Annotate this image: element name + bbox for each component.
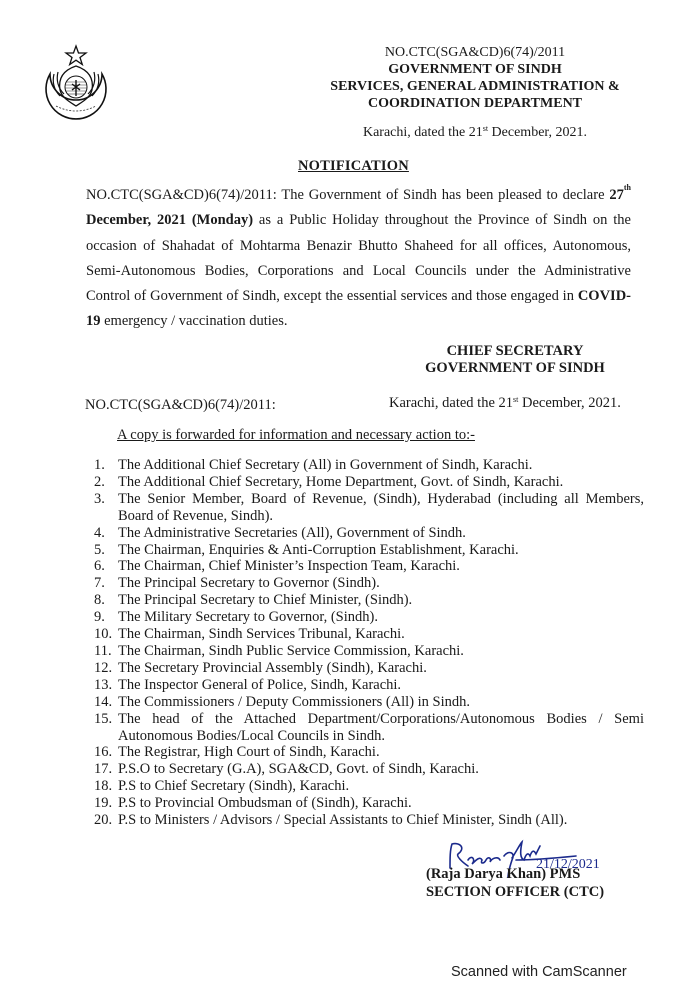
list-item-number: 3.	[94, 490, 105, 507]
list-item	[94, 542, 644, 559]
list-item-text: The Military Secretary to Governor, (Sindh).	[118, 609, 378, 626]
dated-prefix: Karachi, dated the 21	[362, 125, 483, 140]
copy-reference-number: NO.CTC(SGA&CD)6(74)/2011:	[85, 397, 276, 413]
list-item-number: 6.	[94, 558, 105, 575]
svg-text:21/12/2021: 21/12/2021	[536, 857, 600, 872]
notification-title: NOTIFICATION	[298, 158, 409, 174]
list-item-number: 7.	[94, 575, 105, 592]
list-item	[94, 592, 644, 609]
list-item-text: The head of the Attached Department/Corporations/Autonomous Bodies / Semi Autonomous Bodies/Local Councils in Sindh.	[118, 710, 644, 744]
header-department-line2: COORDINATION DEPARTMENT	[367, 96, 583, 111]
header-government: GOVERNMENT OF SINDH	[388, 62, 562, 77]
list-item-number: 11.	[94, 642, 112, 659]
list-item-text: P.S to Chief Secretary (Sindh), Karachi.	[118, 778, 350, 795]
list-item	[94, 474, 644, 491]
holiday-date-rest: December, 2021 (Monday)	[86, 212, 254, 229]
issuer-block	[420, 343, 610, 377]
list-item-number: 4.	[94, 524, 105, 541]
list-item	[94, 812, 644, 829]
signer-name: (Raja Darya Khan) PMS	[426, 866, 581, 882]
letterhead	[300, 44, 650, 141]
list-item	[94, 457, 644, 474]
recipient-list	[94, 457, 644, 829]
list-item	[94, 626, 644, 643]
sindh-government-seal	[36, 44, 116, 124]
list-item-text: The Chairman, Enquiries & Anti-Corruption Establishment, Karachi.	[118, 541, 519, 558]
list-item-number: 14.	[94, 693, 113, 710]
list-item-number: 20.	[94, 812, 113, 829]
camscanner-watermark: Scanned with CamScanner	[451, 964, 627, 980]
list-item-text: The Commissioners / Deputy Commissioners (All) in Sindh.	[118, 693, 471, 710]
issuer-line2: GOVERNMENT OF SINDH	[425, 360, 605, 376]
list-item-number: 12.	[94, 659, 113, 676]
list-item-text: The Chairman, Chief Minister’s Inspection Team, Karachi.	[118, 558, 460, 575]
list-item-text: The Senior Member, Board of Revenue, (Sindh), Hyderabad (including all Members, Board of Revenue, Sindh).	[118, 490, 644, 524]
covid-bold: COVID-19	[86, 288, 631, 330]
list-item-text: The Principal Secretary to Governor (Sindh).	[118, 575, 380, 592]
list-item-number: 15.	[94, 710, 113, 727]
copy-dated-prefix: Karachi, dated the 21	[389, 395, 514, 411]
list-item	[94, 694, 644, 711]
list-item-number: 18.	[94, 778, 113, 795]
dated-suffix: December, 2021.	[488, 125, 588, 140]
list-item	[94, 558, 644, 575]
list-item-number: 10.	[94, 626, 113, 643]
header-department-line1: SERVICES, GENERAL ADMINISTRATION &	[330, 79, 620, 94]
header-reference-number: NO.CTC(SGA&CD)6(74)/2011	[384, 45, 566, 60]
list-item-number: 9.	[94, 609, 105, 626]
list-item	[94, 677, 644, 694]
list-item-number: 13.	[94, 676, 113, 693]
list-item-number: 19.	[94, 795, 113, 812]
list-item-number: 8.	[94, 592, 105, 609]
list-item	[94, 609, 644, 626]
list-item-text: The Chairman, Sindh Public Service Commission, Karachi.	[118, 642, 464, 659]
list-item-text: The Principal Secretary to Chief Minister, (Sindh).	[118, 592, 413, 609]
list-item-text: The Additional Chief Secretary (All) in Government of Sindh, Karachi.	[118, 457, 533, 473]
government-of-sindh-seal-icon	[36, 44, 116, 124]
list-item-text: P.S to Provincial Ombudsman of (Sindh), Karachi.	[118, 795, 412, 812]
body-text-mid: as a Public Holiday throughout the Province of Sindh on the occasion of Shahadat of Mohtarma Benazir Bhutto Shaheed for all offices, Autonomous, Semi-Autonomous Bodies, Corporations and Local Councils under the Administrative Control of Government of Sindh, except the essential services and those engaged in	[86, 212, 631, 305]
list-item-number: 2.	[94, 473, 105, 490]
list-item-text: The Inspector General of Police, Sindh, Karachi.	[118, 676, 402, 693]
body-text-end: emergency / vaccination duties.	[100, 313, 288, 330]
list-item-number: 1.	[94, 457, 105, 473]
list-item-text: The Additional Chief Secretary, Home Department, Govt. of Sindh, Karachi.	[118, 473, 564, 490]
list-item	[94, 525, 644, 542]
holiday-date-sup: th	[623, 183, 631, 192]
list-item-text: The Administrative Secretaries (All), Government of Sindh.	[118, 524, 466, 541]
list-item	[94, 778, 644, 795]
list-item	[94, 491, 644, 525]
list-item-text: The Secretary Provincial Assembly (Sindh), Karachi.	[118, 659, 427, 676]
list-item	[94, 575, 644, 592]
list-item-number: 5.	[94, 541, 105, 558]
forwarded-text: A copy is forwarded for information and necessary action to:-	[117, 427, 475, 443]
list-item-text: P.S.O to Secretary (G.A), SGA&CD, Govt. of Sindh, Karachi.	[118, 761, 479, 778]
signer-title: SECTION OFFICER (CTC)	[426, 884, 605, 900]
list-item-text: The Registrar, High Court of Sindh, Karachi.	[118, 744, 380, 761]
header-dated	[300, 124, 650, 141]
list-item	[94, 761, 644, 778]
list-item-number: 16.	[94, 744, 113, 761]
dated-sup: st	[482, 124, 489, 133]
list-item-text: P.S to Ministers / Advisors / Special Assistants to Chief Minister, Sindh (All).	[118, 812, 568, 829]
list-item	[94, 660, 644, 677]
list-item-number: 17.	[94, 761, 113, 778]
body-ref-prefix: NO.CTC(SGA&CD)6(74)/2011: The Government of Sindh has been pleased to declare	[86, 187, 610, 203]
list-item	[94, 795, 644, 812]
copy-dated-suffix: December, 2021.	[518, 395, 621, 411]
copy-dated-sup: st	[513, 395, 519, 404]
copy-dated	[389, 395, 621, 412]
list-item	[94, 643, 644, 660]
list-item-text: The Chairman, Sindh Services Tribunal, Karachi.	[118, 626, 405, 643]
list-item	[94, 711, 644, 745]
notification-body	[86, 183, 631, 335]
holiday-date-num: 27	[609, 187, 624, 203]
list-item	[94, 744, 644, 761]
issuer-line1: CHIEF SECRETARY	[446, 343, 584, 359]
